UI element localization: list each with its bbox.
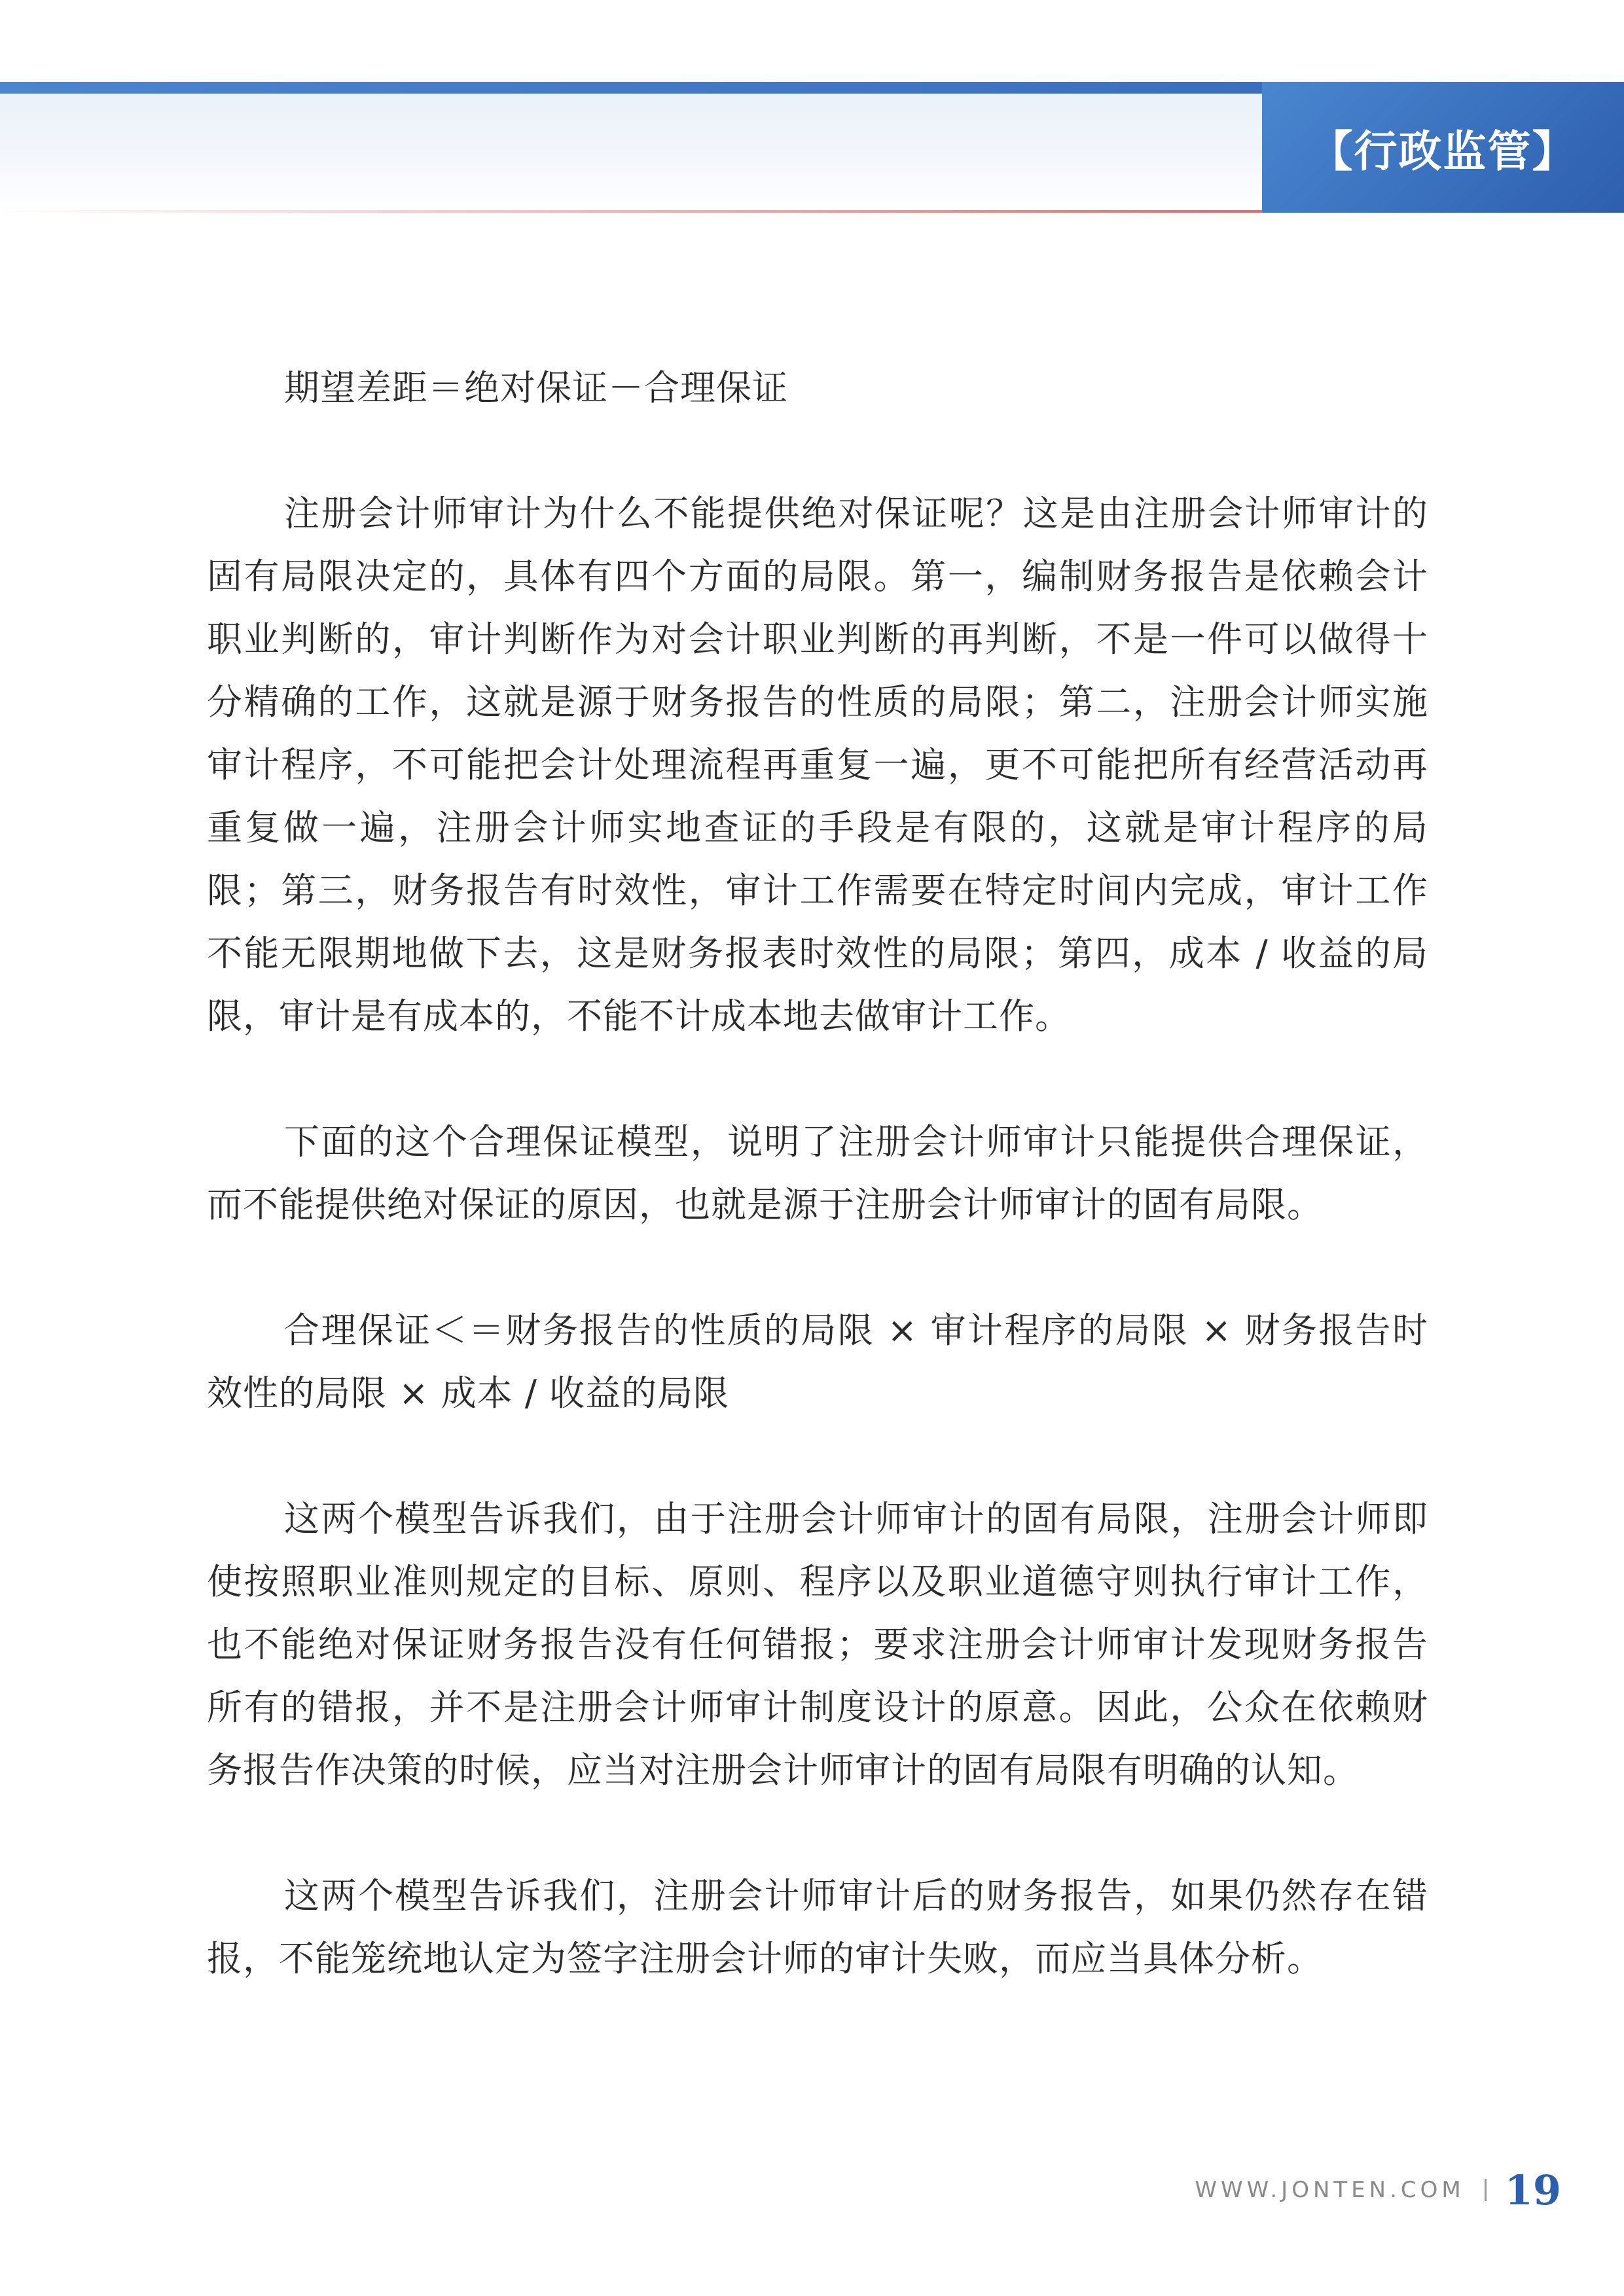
paragraph-formula-gap: 期望差距＝绝对保证－合理保证 [284,367,788,408]
header-top-line [0,82,1262,94]
paragraph-model-intro: 下面的这个合理保证模型，说明了注册会计师审计只能提供合理保证，而不能提供绝对保证的原因，也就是源于注册会计师审计的固有局限。 [207,1121,1428,1225]
page-footer [1195,2164,1561,2216]
paragraph-inherent-limits: 注册会计师审计为什么不能提供绝对保证呢？这是由注册会计师审计的固有局限决定的，具体有四个方面的局限。第一，编制财务报告是依赖会计职业判断的，审计判断作为对会计职业判断的再判断，不是一件可以做得十分精确的工作，这就是源于财务报告的性质的局限；第二，注册会计师实施审计程序，不可能把会计处理流程再重复一遍，更不可能把所有经营活动再重复做一遍，注册会计师实地查证的手段是有限的，这就是审计程序的局限；第三，财务报告有时效性，审计工作需要在特定时间内完成，审计工作不能无限期地做下去，这是财务报表时效性的局限；第四，成本 / 收益的局限，审计是有成本的，不能不计成本地去做审计工作。 [207,493,1428,1037]
paragraph-models-implication: 这两个模型告诉我们，由于注册会计师审计的固有局限，注册会计师即使按照职业准则规定的目标、原则、程序以及职业道德守则执行审计工作，也不能绝对保证财务报告没有任何错报；要求注册会计师审计发现财务报告所有的错报，并不是注册会计师审计制度设计的原意。因此，公众在依赖财务报告作决策的时候，应当对注册会计师审计的固有局限有明确的认知。 [207,1498,1428,1791]
footer-website: WWW.JONTEN.COM [1195,2177,1465,2203]
paragraph-conclusion: 这两个模型告诉我们，注册会计师审计后的财务报告，如果仍然存在错报，不能笼统地认定为签字注册会计师的审计失败，而应当具体分析。 [207,1875,1428,1979]
section-label: 【行政监管】 [1309,125,1577,177]
page-number: 19 [1504,2166,1561,2214]
paragraph-formula-assurance: 合理保证＜＝财务报告的性质的局限 × 审计程序的局限 × 财务报告时效性的局限 × 成本 / 收益的局限 [207,1310,1428,1414]
article-body [207,357,1428,2053]
header-bottom-line [0,210,1262,213]
footer-divider [1485,2179,1487,2201]
header-band [0,82,1262,213]
section-tab [1262,82,1624,213]
